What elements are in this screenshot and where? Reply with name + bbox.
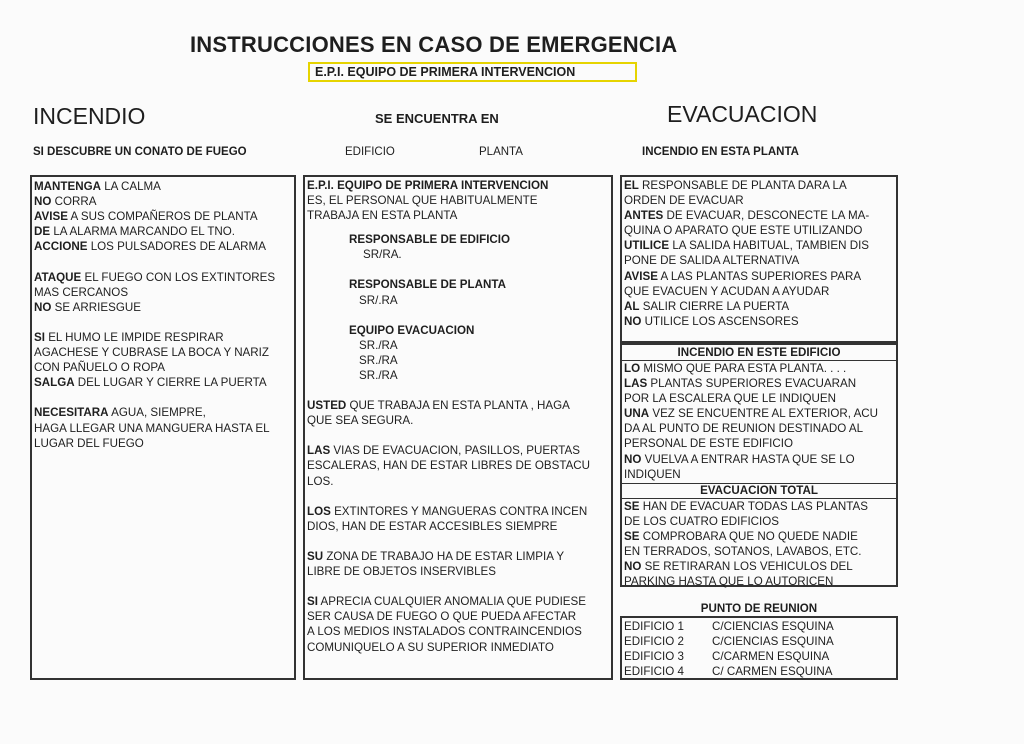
instruction-line [307,208,611,223]
instruction-line [624,467,896,482]
instruction-keyword: NO [34,300,52,314]
instruction-keyword: UNA [624,407,650,421]
instruction-keyword: NO [624,560,642,574]
instruction-line [624,269,896,284]
evac-edificio-box [620,343,898,587]
evac-total-title: EVACUACION TOTAL [700,483,818,497]
instruction-keyword: USTED [307,399,347,413]
responsable-edificio-label: RESPONSABLE DE EDIFICIO [349,233,511,247]
instruction-line [624,436,896,451]
instruction-line [624,223,896,238]
instruction-keyword: LAS [307,444,331,458]
evac-total-instructions [622,499,896,590]
punto-reunion-row [624,664,896,679]
instruction-text: POR LA ESCALERA QUE LE INDIQUEN [624,392,836,406]
instruction-line [624,208,896,223]
instruction-line [307,519,611,534]
instruction-keyword: AVISE [34,210,68,224]
instruction-line [307,428,611,443]
instruction-keyword: NO [34,195,52,209]
page-subtitle: E.P.I. EQUIPO DE PRIMERA INTERVENCION [308,62,637,82]
location-heading: SE ENCUENTRA EN [375,111,499,126]
instruction-text: QUE SEA SEGURA. [307,414,414,428]
instruction-line [624,529,896,544]
instruction-keyword: SALGA [34,376,75,390]
evac-edificio-title: INCENDIO EN ESTE EDIFICIO [677,346,841,359]
instruction-text: DA AL PUNTO DE REUNION DESTINADO AL [624,422,864,436]
instruction-line [34,254,294,269]
instruction-keyword: EL [624,179,639,192]
instruction-text: VUELVA A ENTRAR HASTA QUE SE LO [641,452,855,466]
instruction-line [624,421,896,436]
instruction-line [624,559,896,574]
page-title: INSTRUCCIONES EN CASO DE EMERGENCIA [190,32,678,57]
instruction-text: SE ARRIESGUE [51,300,141,314]
instruction-line [624,193,896,208]
instruction-text: A LAS PLANTAS SUPERIORES PARA [657,269,862,283]
instruction-text: A SUS COMPAÑEROS DE PLANTA [67,210,258,224]
instruction-keyword: LAS [624,377,648,391]
punto-reunion-row [624,634,896,649]
instruction-line [34,224,294,239]
instruction-line [34,315,294,330]
responsable-edificio-value: SR/RA. [363,248,402,262]
instruction-text: ESCALERAS, HAN DE ESTAR LIBRES DE OBSTACU [307,459,591,473]
instruction-text: DE EVACUAR, DESCONECTE LA MA- [663,209,870,223]
instruction-line [34,345,294,360]
instruction-line [307,504,611,519]
instruction-text: VIAS DE EVACUACION, PASILLOS, PUERTAS [330,444,580,458]
instruction-line [307,549,611,564]
epi-box [303,175,613,680]
instruction-line [624,361,896,376]
instruction-keyword: DE [34,225,51,239]
instruction-line [34,360,294,375]
instruction-text: COMUNIQUELO A SU SUPERIOR INMEDIATO [307,640,554,654]
evacuacion-heading: EVACUACION [667,101,818,127]
instruction-line [624,376,896,391]
instruction-line [307,564,611,579]
instruction-text: PARKING HASTA QUE LO AUTORICEN [624,575,834,589]
instruction-keyword: SI [34,330,45,344]
instruction-line [34,270,294,285]
instruction-line [34,194,294,209]
instruction-keyword: NECESITARA [34,406,109,420]
punto-reunion-edificio: EDIFICIO 2 [624,635,684,649]
instruction-text: AGUA, SIEMPRE, [108,406,206,420]
punto-reunion-edificio: EDIFICIO 1 [624,620,684,633]
instruction-line [624,178,896,193]
instruction-text: EXTINTORES Y MANGUERAS CONTRA INCEN [330,504,588,518]
instruction-text: SALIR CIERRE LA PUERTA [639,299,790,313]
instruction-line [307,474,611,489]
instruction-line [307,443,611,458]
instruction-line [34,390,294,405]
instruction-text: MISMO QUE PARA ESTA PLANTA. . . . [640,362,847,375]
punto-reunion-edificio: EDIFICIO 4 [624,665,684,679]
instruction-keyword: UTILICE [624,239,670,253]
location-planta-label: PLANTA [479,146,523,158]
instruction-line [307,534,611,549]
instruction-text: PERSONAL DE ESTE EDIFICIO [624,437,794,451]
responsable-planta-label: RESPONSABLE DE PLANTA [349,278,506,292]
instruction-keyword: NO [624,452,642,466]
instruction-text: LA ALARMA MARCANDO EL TNO. [50,225,236,239]
instruction-keyword: SI [307,595,318,609]
punto-reunion-title: PUNTO DE REUNION [700,602,818,615]
instruction-keyword: SU [307,549,324,563]
instruction-text: COMPROBARA QUE NO QUEDE NADIE [639,529,858,543]
instruction-line [34,300,294,315]
instruction-text: APRECIA CUALQUIER ANOMALIA QUE PUDIESE [317,595,586,609]
instruction-line [624,314,896,329]
evac-planta-box [620,175,898,343]
instruction-text: PONE DE SALIDA ALTERNATIVA [624,254,800,268]
instruction-line [624,391,896,406]
instruction-keyword: MANTENGA [34,180,101,193]
instruction-keyword: ATAQUE [34,270,82,284]
instruction-line [34,421,294,436]
location-edificio-label: EDIFICIO [345,146,395,158]
instruction-line [34,239,294,254]
instruction-line [307,193,611,208]
instruction-text: CORRA [51,195,97,209]
instruction-line [34,209,294,224]
instruction-text: ES, EL PERSONAL QUE HABITUALMENTE [307,194,538,208]
instruction-keyword: NO [624,314,642,328]
instruction-line [307,178,611,193]
instruction-line [624,514,896,529]
instruction-text: VEZ SE ENCUENTRE AL EXTERIOR, ACU [649,407,879,421]
instruction-text: LIBRE DE OBJETOS INSERVIBLES [307,565,497,579]
instruction-line [307,609,611,624]
instruction-text: TRABAJA EN ESTA PLANTA [307,209,458,223]
instruction-keyword: LO [624,362,641,375]
instruction-line [34,375,294,390]
instruction-line [624,499,896,514]
instruction-keyword: ANTES [624,209,664,223]
punto-reunion-lugar: C/CIENCIAS ESQUINA [712,635,834,649]
punto-reunion-row [624,649,896,664]
instruction-text: QUE TRABAJA EN ESTA PLANTA , HAGA [346,399,570,413]
instruction-line [624,238,896,253]
evac-edificio-instructions [622,361,896,482]
instruction-line [624,284,896,299]
punto-reunion-lugar: C/CIENCIAS ESQUINA [712,620,834,633]
equipo-evacuacion-value: SR./RA [359,353,398,367]
instruction-text: CON PAÑUELO O ROPA [34,361,165,375]
punto-reunion-lugar: C/CARMEN ESQUINA [712,650,830,664]
instruction-text: SE RETIRARAN LOS VEHICULOS DEL [641,560,853,574]
instruction-keyword: SE [624,529,640,543]
instruction-text: DEL LUGAR Y CIERRE LA PUERTA [74,376,267,390]
equipo-evacuacion-value: SR./RA [359,368,398,382]
instruction-keyword: ACCIONE [34,240,88,254]
instruction-line [307,594,611,609]
instruction-text: PLANTAS SUPERIORES EVACUARAN [647,377,857,391]
incendio-instructions [32,177,294,451]
instruction-text: LA CALMA [100,180,161,193]
instruction-text: EL HUMO LE IMPIDE RESPIRAR [44,330,224,344]
instruction-line [624,544,896,559]
instruction-line [624,574,896,589]
instruction-text: RESPONSABLE DE PLANTA DARA LA [638,179,847,192]
instruction-text: HAGA LLEGAR UNA MANGUERA HASTA EL [34,421,270,435]
evac-planta-instructions [622,177,896,329]
instruction-text: LA SALIDA HABITUAL, TAMBIEN DIS [669,239,870,253]
instruction-line [307,413,611,428]
instruction-text: INDIQUEN [624,467,681,481]
instruction-line [307,624,611,639]
epi-rules [305,398,611,655]
instruction-line [624,253,896,268]
instruction-line [624,406,896,421]
instruction-line [34,330,294,345]
instruction-text: LOS PULSADORES DE ALARMA [87,240,266,254]
punto-reunion-edificio: EDIFICIO 3 [624,650,684,664]
instruction-text: QUE EVACUEN Y ACUDAN A AYUDAR [624,284,830,298]
punto-reunion-table [620,616,898,680]
punto-reunion-lugar: C/ CARMEN ESQUINA [712,665,833,679]
instruction-line [307,489,611,504]
instruction-line [624,299,896,314]
instruction-text: AGACHESE Y CUBRASE LA BOCA Y NARIZ [34,346,269,360]
instruction-line [624,452,896,467]
instruction-text: EN TERRADOS, SOTANOS, LAVABOS, ETC. [624,545,862,559]
equipo-evacuacion-value: SR./RA [359,338,398,352]
instruction-line [34,179,294,194]
instruction-line [34,405,294,420]
instruction-line [34,436,294,451]
incendio-heading: INCENDIO [33,103,146,129]
incendio-subheading: SI DESCUBRE UN CONATO DE FUEGO [33,146,247,158]
responsable-planta-value: SR/.RA [359,293,398,307]
instruction-text: EL FUEGO CON LOS EXTINTORES [81,270,276,284]
instruction-text: UTILICE LOS ASCENSORES [641,314,799,328]
instruction-text: HAN DE EVACUAR TODAS LAS PLANTAS [639,499,868,513]
instruction-keyword: SE [624,499,640,513]
instruction-line [307,579,611,594]
instruction-line [307,640,611,655]
evacuacion-subheading: INCENDIO EN ESTA PLANTA [642,146,799,158]
incendio-box [30,175,296,680]
punto-reunion-row [624,619,896,634]
instruction-text: SER CAUSA DE FUEGO O QUE PUEDA AFECTAR [307,610,577,624]
epi-intro [305,177,611,223]
instruction-text: LUGAR DEL FUEGO [34,436,144,450]
equipo-evacuacion-label: EQUIPO EVACUACION [349,323,475,337]
instruction-text: DE LOS CUATRO EDIFICIOS [624,514,780,528]
instruction-line [307,458,611,473]
instruction-line [34,285,294,300]
instruction-text: LOS. [307,474,334,488]
instruction-text: QUINA O APARATO QUE ESTE UTILIZANDO [624,224,863,238]
instruction-text: ORDEN DE EVACUAR [624,194,744,208]
instruction-keyword: E.P.I. EQUIPO DE PRIMERA INTERVENCION [307,179,549,192]
instruction-keyword: AVISE [624,269,658,283]
instruction-text: DIOS, HAN DE ESTAR ACCESIBLES SIEMPRE [307,519,558,533]
instruction-text: A LOS MEDIOS INSTALADOS CONTRAINCENDIOS [307,625,582,639]
instruction-text: ZONA DE TRABAJO HA DE ESTAR LIMPIA Y [323,549,565,563]
instruction-keyword: AL [624,299,640,313]
instruction-text: MAS CERCANOS [34,285,129,299]
instruction-keyword: LOS [307,504,331,518]
instruction-line [307,398,611,413]
